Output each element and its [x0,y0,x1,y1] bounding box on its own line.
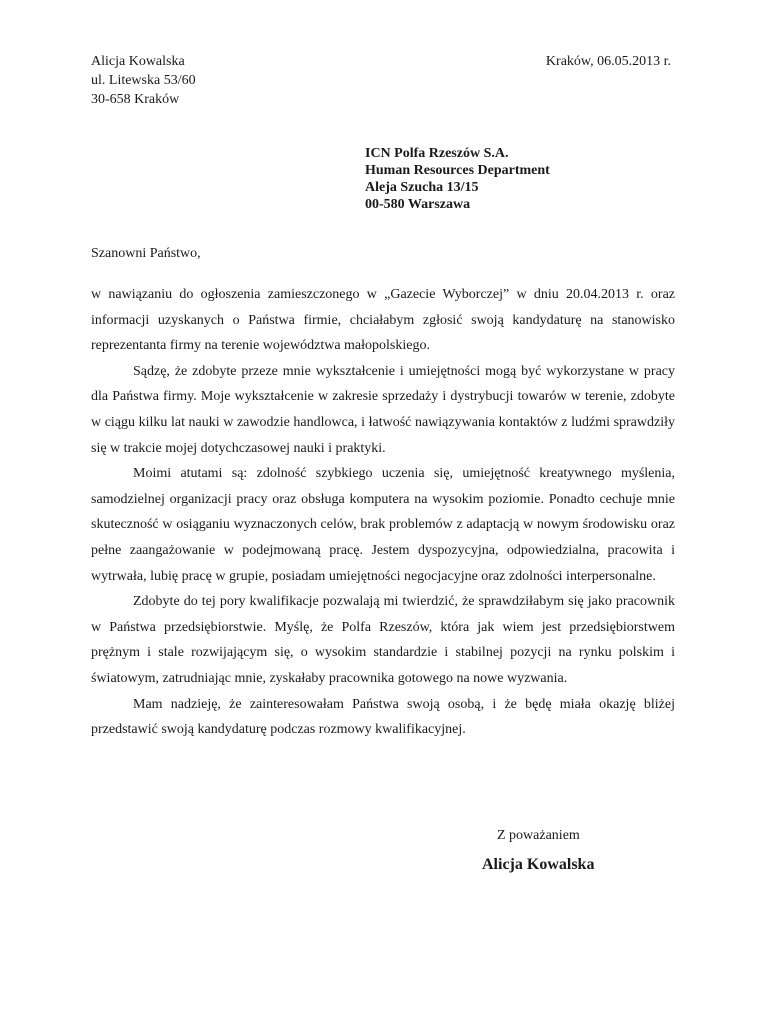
body-paragraph: Zdobyte do tej pory kwalifikacje pozwalają mi twierdzić, że sprawdziłabym się jako pracownik w Państwa przedsiębiorstwie. Myślę, że Polfa Rzeszów, która jak wiem jest przedsiębiorstwem prężnym i stale rozwijającym się, o wysokim standardzie i stabilnej pozycji na rynku polskim i światowym, zatrudniając mnie, zyskałaby pracownika gotowego na nowe wyzwania. [91,594,675,686]
body-paragraph: Moimi atutami są: zdolność szybkiego uczenia się, umiejętność kreatywnego myślenia, samodzielnej organizacji pracy oraz obsługa komputera na wysokim poziomie. Ponadto cechuje mnie skuteczność w osiąganiu wyznaczonych celów, brak problemów z adaptacją w nowym środowisku oraz pełne zaangażowanie w podejmowaną pracę. Jestem dyspozycyjna, odpowiedzialna, pracowita i wytrwała, lubię pracę w grupie, posiadam umiejętności negocjacyjne oraz zdolności interpersonalne. [91,466,675,584]
body-paragraph: Sądzę, że zdobyte przeze mnie wykształcenie i umiejętności mogą być wykorzystane w pracy dla Państwa firmy. Moje wykształcenie w zakresie sprzedaży i dystrybucji towarów w terenie, zdobyte w ciągu kilku lat nauki w zawodzie handlowca, i łatwość nawiązywania kontaktów z ludźmi sprawdziły się w trakcie mojej dotychczasowej nauki i praktyki. [91,363,675,456]
sender-street: ul. Litewska 53/60 [91,73,196,88]
recipient-street: Aleja Szucha 13/15 [365,180,479,195]
sender-name: Alicja Kowalska [91,54,185,69]
salutation: Szanowni Państwo, [91,246,201,261]
sender-city: 30-658 Kraków [91,92,180,107]
signature-name: Alicja Kowalska [482,856,595,873]
body-paragraph: Mam nadzieję, że zainteresowałam Państwa swoją osobą, i że będę miała okazję bliżej przedstawić swoją kandydaturę podczas rozmowy kwalifikacyjnej. [91,696,675,738]
recipient-company: ICN Polfa Rzeszów S.A. [365,146,509,161]
body-paragraph: w nawiązaniu do ogłoszenia zamieszczonego w „Gazecie Wyborczej” w dniu 20.04.2013 r. oraz informacji uzyskanych o Państwa firmie, chciałabym zgłosić swoją kandydaturę na stanowisko reprezentanta firmy na terenie województwa małopolskiego. [91,287,675,354]
closing-phrase: Z poważaniem [497,828,580,843]
recipient-city: 00-580 Warszawa [365,197,471,212]
recipient-department: Human Resources Department [365,163,550,178]
letter-body [91,282,675,743]
letter-date: Kraków, 06.05.2013 r. [545,54,671,69]
sender-address [91,52,196,109]
recipient-address [365,145,550,213]
